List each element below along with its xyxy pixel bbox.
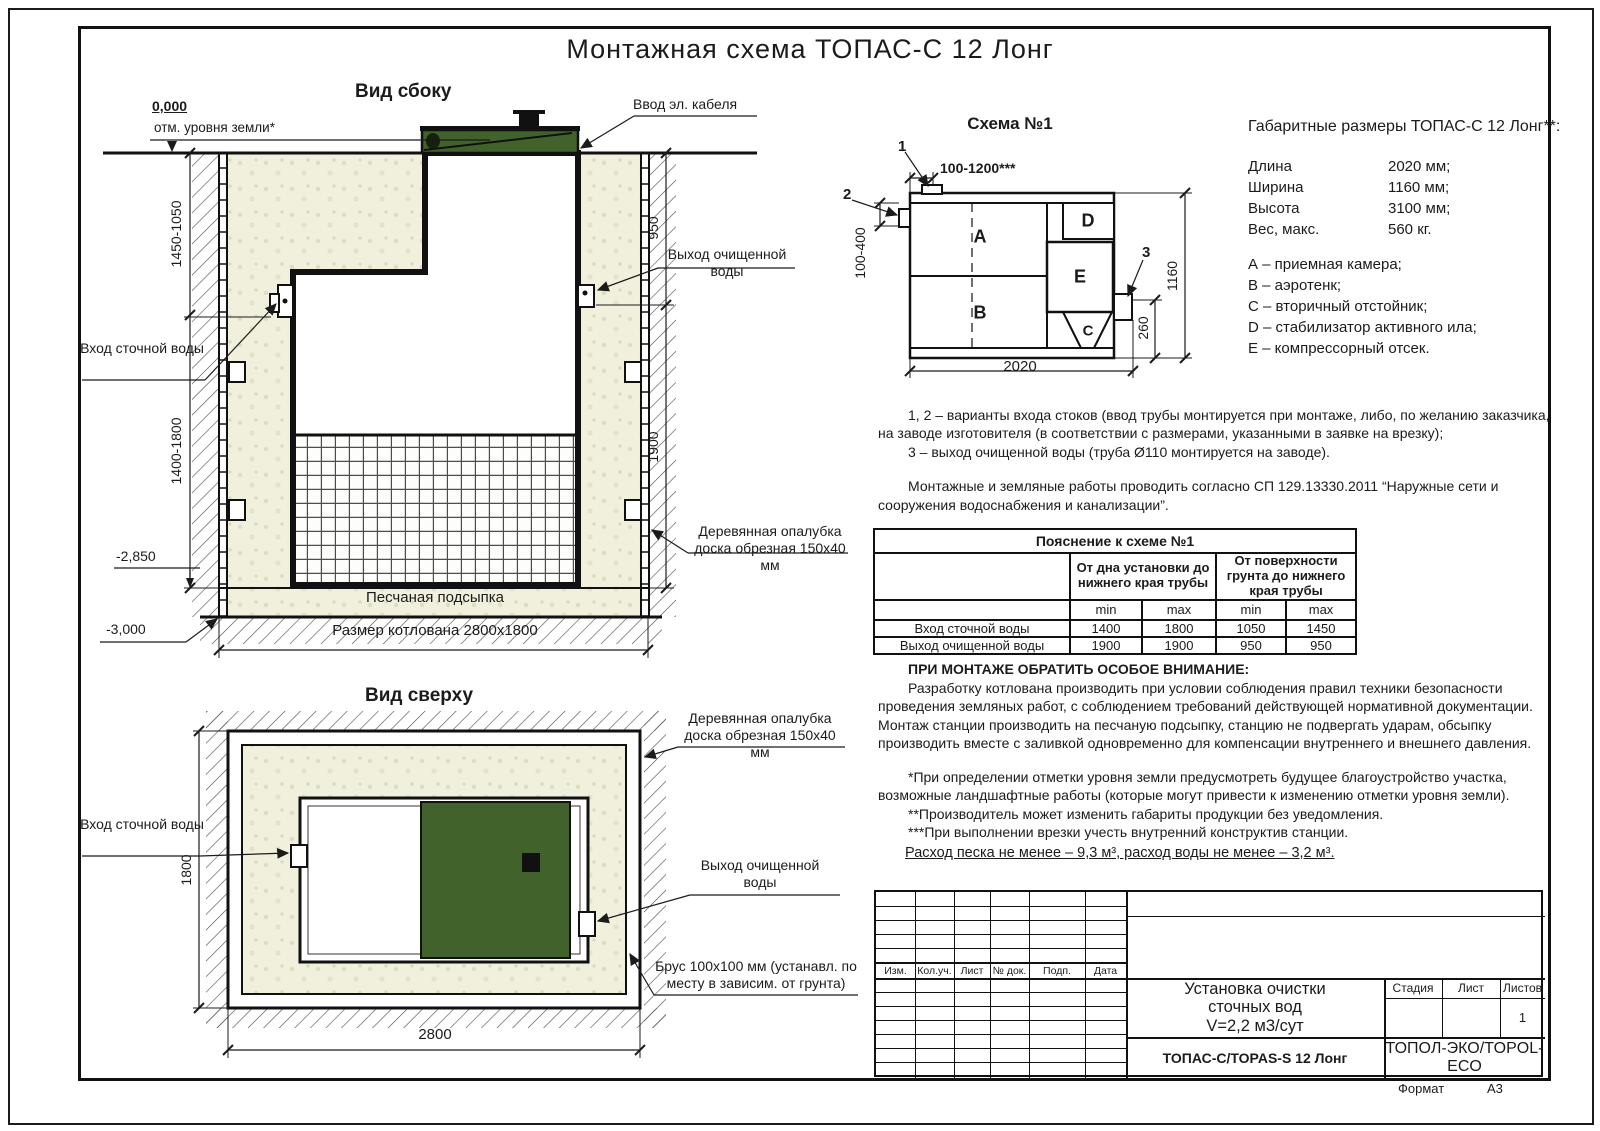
compartment-b: B: [973, 302, 987, 323]
sv-formwork-label: Деревянная опалубка доска обрезная 150х40 мм: [694, 523, 846, 574]
sv-inlet-label: Вход сточной воды: [80, 340, 204, 356]
zero-mark: 0,000: [152, 98, 188, 114]
attention-heading: ПРИ МОНТАЖЕ ОБРАТИТЬ ОСОБОЕ ВНИМАНИЕ:: [908, 661, 1250, 677]
schema-title: Схема №1: [967, 114, 1053, 133]
schema-dim-top: 100-1200***: [940, 160, 1016, 176]
doc-title-line2: сточных вод: [1208, 998, 1302, 1017]
tb-col-data: Дата: [1093, 965, 1118, 977]
compartment-e: E: [1073, 266, 1087, 287]
schema-dim-outlet: 260: [1135, 316, 1151, 340]
table-min-2: min: [1216, 600, 1286, 620]
dimensions-title: Габаритные размеры ТОПАС-С 12 Лонг**:: [1248, 118, 1561, 135]
table-max-2: max: [1286, 600, 1356, 620]
dim-label: Длина: [1248, 158, 1292, 175]
sheets-label: Листов: [1503, 981, 1542, 995]
dim-row-weight: [1248, 221, 1538, 238]
top-view-title: Вид сверху: [365, 685, 474, 706]
note-outlet: 3 – выход очищенной воды (труба Ø110 монтируется на заводе).: [908, 443, 1330, 460]
schema-callout-1: 1: [898, 138, 907, 155]
tv-formwork-label: Деревянная опалубка доска обрезная 150х40 мм: [684, 710, 836, 761]
schema-dim-right: 1160: [1164, 260, 1180, 292]
attention-body: Разработку котлована производить при условии соблюдения правил техники безопасности проведения земляных работ, с соблюдением требований действующей нормативной документации. Монтаж станции производить на песчаную подсыпку, станцию не подвергать ударам, обсыпку производить вместе с заливкой одновременно для компенсации внутреннего и внешнего давления.: [878, 679, 1533, 752]
cable-entry-label: Ввод эл. кабеля: [633, 96, 738, 112]
product-cell: ТОПАС-С/TOPAS-S 12 Лонг: [1162, 1050, 1348, 1066]
cell: 1900: [1070, 637, 1142, 654]
dim-label: Вес, макс.: [1248, 221, 1320, 238]
legend-a: А – приемная камера;: [1248, 256, 1402, 273]
cell: 950: [1286, 637, 1356, 654]
legend-d: D – стабилизатор активного ила;: [1248, 319, 1477, 336]
tb-col-ndok: № док.: [992, 965, 1027, 977]
footnote-2: **Производитель может изменить габариты продукции без уведомления.: [908, 805, 1384, 822]
dim-value: 2020 мм;: [1388, 158, 1451, 175]
table-max-1: max: [1142, 600, 1216, 620]
side-view-title: Вид сбоку: [355, 81, 452, 102]
note-sp: Монтажные и земляные работы проводить согласно СП 129.13330.2011 “Наружные сети и сооружения водоснабжения и канализации”.: [878, 478, 1499, 513]
cell: 950: [1216, 637, 1286, 654]
legend-b: В – аэротенк;: [1248, 277, 1342, 294]
legend-c: С – вторичный отстойник;: [1248, 298, 1428, 315]
cell: 1900: [1142, 637, 1216, 654]
table-cell: [874, 600, 1070, 620]
sheet-label: Лист: [1457, 981, 1485, 995]
note-variants: 1, 2 – варианты входа стоков (ввод трубы монтируется при монтаже, либо, по желанию заказчика, на заводе изготовителя (в соответствии с размерами, указанными в заявке на врезку);: [878, 407, 1550, 442]
dim-1900: 1900: [645, 431, 661, 463]
compartment-d: D: [1081, 210, 1095, 231]
format-value: А3: [1487, 1081, 1503, 1096]
footnote-1: *При определении отметки уровня земли предусмотреть будущее благоустройство участка, возможные ландшафтные работы (которые могут привести к изменению отметки уровня земли).: [878, 769, 1510, 804]
dim-label: Высота: [1248, 200, 1300, 217]
sv-outlet-label: Выход очищенной воды: [667, 246, 787, 280]
dim-1400-1800: 1400-1800: [168, 417, 184, 485]
table-row: [874, 637, 1356, 654]
doc-title-line3: V=2,2 м3/сут: [1206, 1016, 1304, 1035]
cell: 1400: [1070, 620, 1142, 637]
table-title: Пояснение к схеме №1: [874, 529, 1356, 553]
tb-col-list: Лист: [960, 965, 984, 977]
format-label: Формат: [1398, 1081, 1445, 1096]
explanation-table: [873, 528, 1357, 655]
beam-label: Брус 100х100 мм (устанавл. по месту в зависим. от грунта): [655, 958, 857, 992]
table-corner: [874, 553, 1070, 600]
footnote-3: ***При выполнении врезки учесть внутренний конструктив станции.: [908, 824, 1349, 841]
tb-col-izm: Изм.: [884, 965, 907, 977]
title-block: [874, 890, 1543, 1077]
dim-row-length: [1248, 158, 1538, 175]
dim-value: 1160 мм;: [1388, 179, 1450, 196]
schema-dim-left: 100-400: [852, 227, 868, 279]
dim-1800: 1800: [178, 854, 194, 886]
stage-label: Стадия: [1392, 981, 1434, 995]
sheets-value: 1: [1518, 1010, 1527, 1025]
footnotes: [878, 768, 1554, 842]
attention-block: [878, 660, 1550, 753]
dim-1450-1050: 1450-1050: [168, 200, 184, 268]
schema-callout-3: 3: [1142, 244, 1151, 261]
tb-col-koluch: Кол.уч.: [917, 965, 952, 977]
doc-title-cell: [1126, 978, 1384, 1037]
dim-label: Ширина: [1248, 179, 1304, 196]
dim-value: 3100 мм;: [1388, 200, 1451, 217]
cell: 1050: [1216, 620, 1286, 637]
table-colgroup-2: От поверхности грунта до нижнего края трубы: [1216, 553, 1356, 600]
doc-title-line1: Установка очистки: [1184, 980, 1326, 999]
cell: 1450: [1286, 620, 1356, 637]
company-cell: ТОПОЛ-ЭКО/TOPOL-ECO: [1385, 1040, 1544, 1075]
table-row: [874, 620, 1356, 637]
legend-e: Е – компрессорный отсек.: [1248, 340, 1430, 357]
compartment-c: C: [1082, 322, 1094, 340]
dim-2800: 2800: [418, 1026, 452, 1043]
tb-col-podp: Подп.: [1043, 965, 1071, 977]
tv-outlet-label: Выход очищенной воды: [700, 857, 820, 891]
table-colgroup-1: От дна установки до нижнего края трубы: [1070, 553, 1216, 600]
schema-callout-2: 2: [843, 186, 852, 203]
table-min-1: min: [1070, 600, 1142, 620]
ground-level-note: отм. уровня земли*: [154, 120, 275, 135]
cell: 1800: [1142, 620, 1216, 637]
row-label: Выход очищенной воды: [874, 637, 1070, 654]
dim-row-height: [1248, 200, 1538, 217]
page-title: Монтажная схема ТОПАС-С 12 Лонг: [566, 34, 1054, 64]
consumption-note: Расход песка не менее – 9,3 м³, расход воды не менее – 3,2 м³.: [905, 845, 1335, 861]
pit-size-label: Размер котлована 2800х1800: [332, 622, 538, 639]
dim-950: 950: [645, 216, 661, 240]
tv-inlet-label: Вход сточной воды: [80, 816, 204, 832]
schema-notes: [878, 406, 1550, 514]
sand-label: Песчаная подсыпка: [365, 589, 505, 606]
mark-2850: -2,850: [116, 548, 156, 564]
compartment-a: A: [973, 226, 987, 247]
dim-value: 560 кг.: [1388, 221, 1432, 238]
schema-dim-bottom: 2020: [1003, 358, 1037, 375]
mark-3000: -3,000: [106, 621, 146, 637]
dim-row-width: [1248, 179, 1538, 196]
row-label: Вход сточной воды: [874, 620, 1070, 637]
